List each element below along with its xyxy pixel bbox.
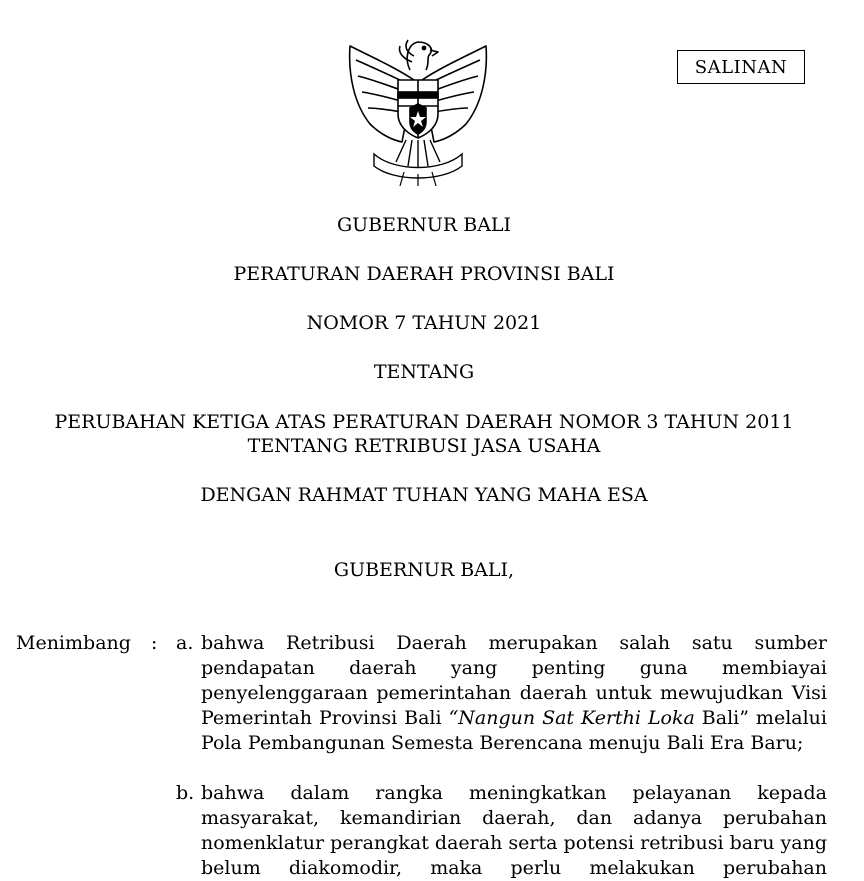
- considering-colon: :: [151, 632, 158, 654]
- regulation-title-line-2: TENTANG RETRIBUSI JASA USAHA: [247, 435, 601, 457]
- governor-signatory: GUBERNUR BALI,: [333, 559, 515, 581]
- about-heading: TENTANG: [373, 361, 475, 383]
- copy-stamp: [677, 50, 805, 84]
- consideration-a-text: [201, 631, 827, 756]
- governor-heading: GUBERNUR BALI: [336, 214, 512, 236]
- considering-label: Menimbang: [16, 632, 131, 654]
- consideration-a-text-end: Bali” melalui Pola Pembangunan Semesta Berencana menuju Bali Era Baru;: [201, 707, 827, 754]
- consideration-b-marker: b.: [176, 782, 195, 804]
- regulation-number: NOMOR 7 TAHUN 2021: [306, 312, 542, 334]
- garuda-pancasila-emblem: [344, 22, 492, 186]
- regulation-type: PERATURAN DAERAH PROVINSI BALI: [233, 263, 615, 285]
- consideration-a-italic: “Nangun Sat Kerthi Loka: [448, 707, 695, 729]
- regulation-title-line-1: PERUBAHAN KETIGA ATAS PERATURAN DAERAH NOMOR 3 TAHUN 2011: [54, 411, 794, 433]
- copy-stamp-label: SALINAN: [694, 56, 788, 78]
- consideration-a-marker: a.: [176, 632, 194, 654]
- grace-invocation: DENGAN RAHMAT TUHAN YANG MAHA ESA: [200, 484, 648, 506]
- consideration-b-text: bahwa dalam rangka meningkatkan pelayanan kepada masyarakat, kemandirian daerah, dan adanya perubahan nomenklatur perangkat daerah serta potensi retribusi baru yang belum diakomodir, maka perlu melakukan perubahan: [201, 782, 827, 879]
- consideration-a-text-start: bahwa Retribusi Daerah merupakan salah satu sumber pendapatan daerah yang penting guna membiayai penyelenggaraan pemerintahan daerah untuk mewujudkan Visi Pemerintah Provinsi Bali: [201, 632, 827, 729]
